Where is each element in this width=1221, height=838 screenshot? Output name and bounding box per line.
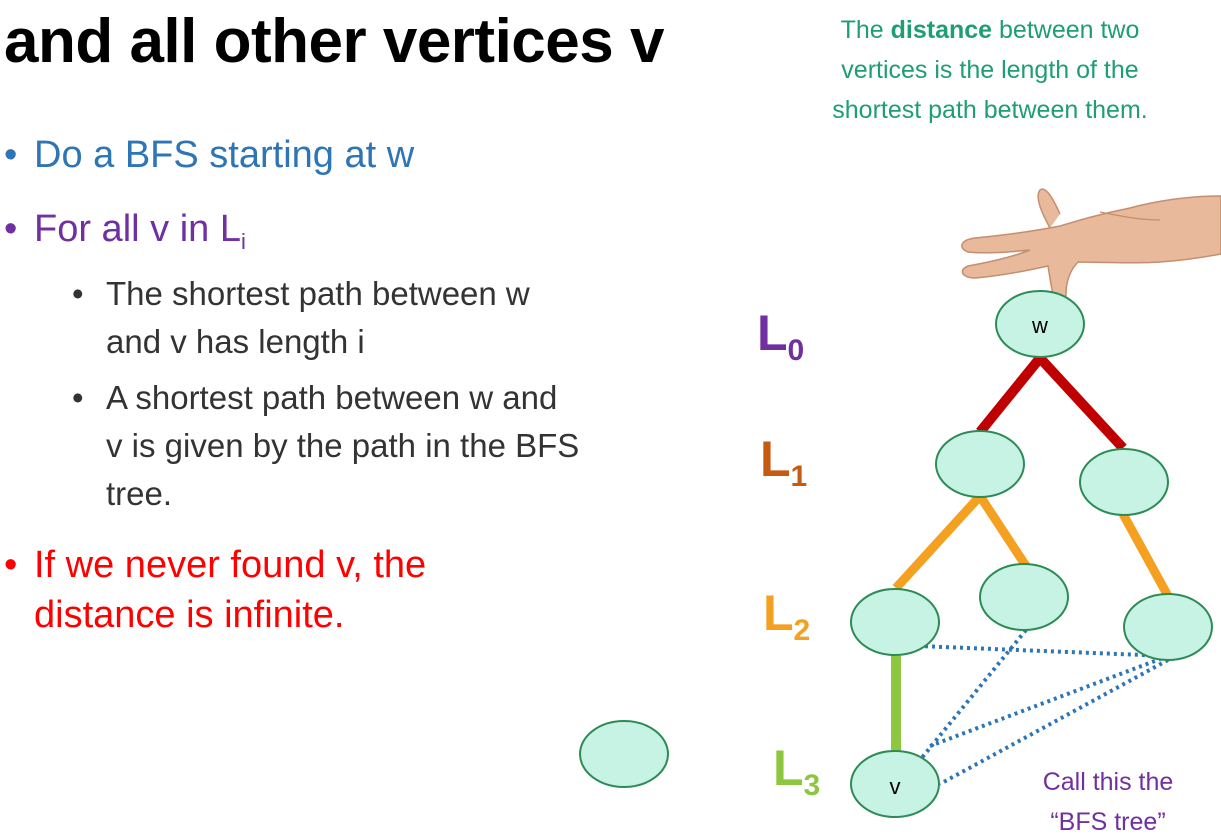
subbullet-2-line-1: A shortest path between w and (106, 379, 558, 416)
hand-illustration (962, 189, 1221, 301)
subbullet-2-line-2: v is given by the path in the BFS (106, 427, 580, 464)
dotted-edge-l2c-v (940, 660, 1168, 784)
level-l3-letter: L (773, 740, 804, 796)
bullet-infinite-line-1: If we never found v, the (34, 544, 427, 586)
subbullet-1-line-2: and v has length i (106, 323, 365, 360)
node-l2-a (851, 589, 939, 655)
subbullet-shortest-path: • A shortest path between w and v is given by the path in the BFS tree. (72, 379, 580, 512)
bullet-for-all-v: • For all v in $L_i$ (4, 208, 246, 254)
level-l1-sub: 1 (790, 460, 808, 493)
level-l0-letter: L (757, 305, 788, 361)
bullet-for-all-v-text: For all v in L (34, 208, 241, 250)
node-v-label: v (889, 774, 901, 799)
node-undiscovered (580, 721, 668, 787)
slide-title: and all other vertices v (4, 7, 664, 76)
edge-w-l1a (980, 358, 1040, 432)
note-bold-term: distance (890, 16, 993, 44)
level-l0-sub: 0 (787, 334, 805, 367)
level-l2 (763, 585, 810, 647)
bullet-infinite: • If we never found v, the distance is infinite. (4, 544, 427, 636)
node-l1-a (936, 431, 1024, 497)
edge-l1b-l2c (1123, 514, 1168, 596)
node-l1-b (1080, 449, 1168, 515)
level-l1-letter: L (760, 431, 791, 487)
node-l2-c (1124, 594, 1212, 660)
edge-l1a-l2a (896, 496, 980, 588)
bullet-do-bfs-text: Do a BFS starting at w (34, 134, 415, 176)
edge-l1a-l2b (980, 496, 1026, 566)
subbullet-2-line-3: tree. (106, 475, 173, 512)
subbullet-shortest-length: • The shortest path between w and v has length i (72, 275, 530, 360)
node-l2-b (980, 564, 1068, 630)
level-l2-letter: L (763, 585, 794, 641)
level-l2-sub: 2 (793, 614, 811, 647)
level-l3-sub: 3 (803, 769, 821, 802)
note-text-b: between two (992, 16, 1140, 44)
caption-line-1: Call this the (1042, 768, 1174, 796)
dotted-edge-l2a-l2c (918, 646, 1168, 656)
subbullet-1-line-1: The shortest path between w (106, 275, 530, 312)
node-w-label: w (1032, 313, 1048, 338)
level-l3 (773, 740, 820, 802)
note-text-a: The (840, 16, 891, 44)
level-l0 (757, 305, 804, 367)
note-line-2: vertices is the length of the (841, 56, 1139, 84)
bullet-for-all-v-subscript: i (240, 229, 246, 254)
edge-w-l1b (1040, 358, 1123, 448)
caption-line-2: “BFS tree” (1050, 808, 1166, 836)
bullet-infinite-line-2: distance is infinite. (34, 594, 345, 636)
note-line-3: shortest path between them. (832, 96, 1148, 124)
bullet-do-bfs: • Do a BFS starting at w (4, 134, 415, 176)
level-l1 (760, 431, 807, 493)
